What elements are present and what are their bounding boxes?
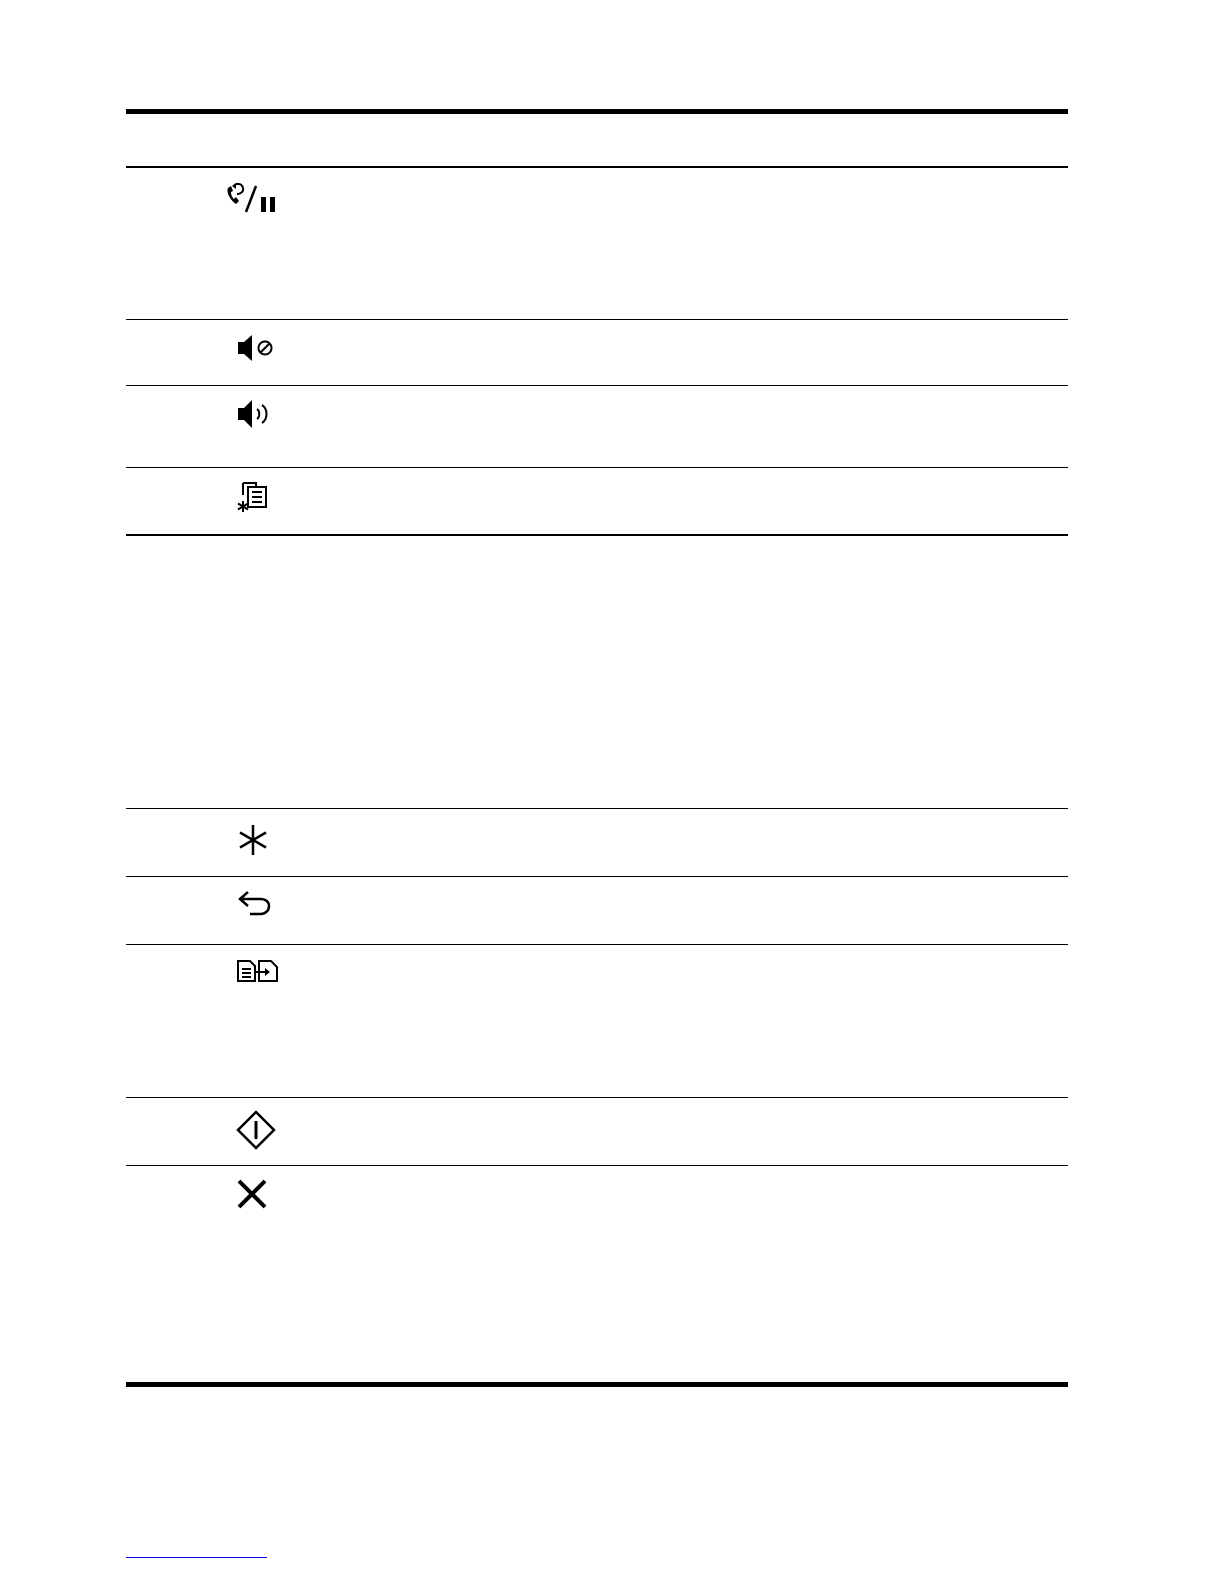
back-arrow-icon: [236, 890, 274, 920]
row-divider: [126, 1097, 1068, 1098]
row-divider: [126, 467, 1068, 468]
row-divider: [126, 385, 1068, 386]
table-section-rule: [126, 534, 1068, 536]
table-top-rule: [126, 109, 1068, 114]
row-divider: [126, 944, 1068, 945]
copy-document-icon: [236, 958, 280, 984]
fax-setup-icon: [236, 481, 270, 513]
asterisk-icon: [236, 823, 270, 857]
table-bottom-rule: [126, 1382, 1068, 1387]
row-divider: [126, 1165, 1068, 1166]
speaker-mute-icon: [236, 333, 276, 363]
start-icon: [236, 1110, 276, 1150]
redial-pause-icon: [224, 182, 282, 216]
row-divider: [126, 876, 1068, 877]
table-header-rule: [126, 166, 1068, 168]
cancel-icon: [236, 1178, 268, 1210]
row-divider: [126, 319, 1068, 320]
row-divider: [126, 808, 1068, 809]
speaker-volume-icon: [236, 398, 276, 430]
footer-link-underline[interactable]: [126, 1557, 267, 1558]
